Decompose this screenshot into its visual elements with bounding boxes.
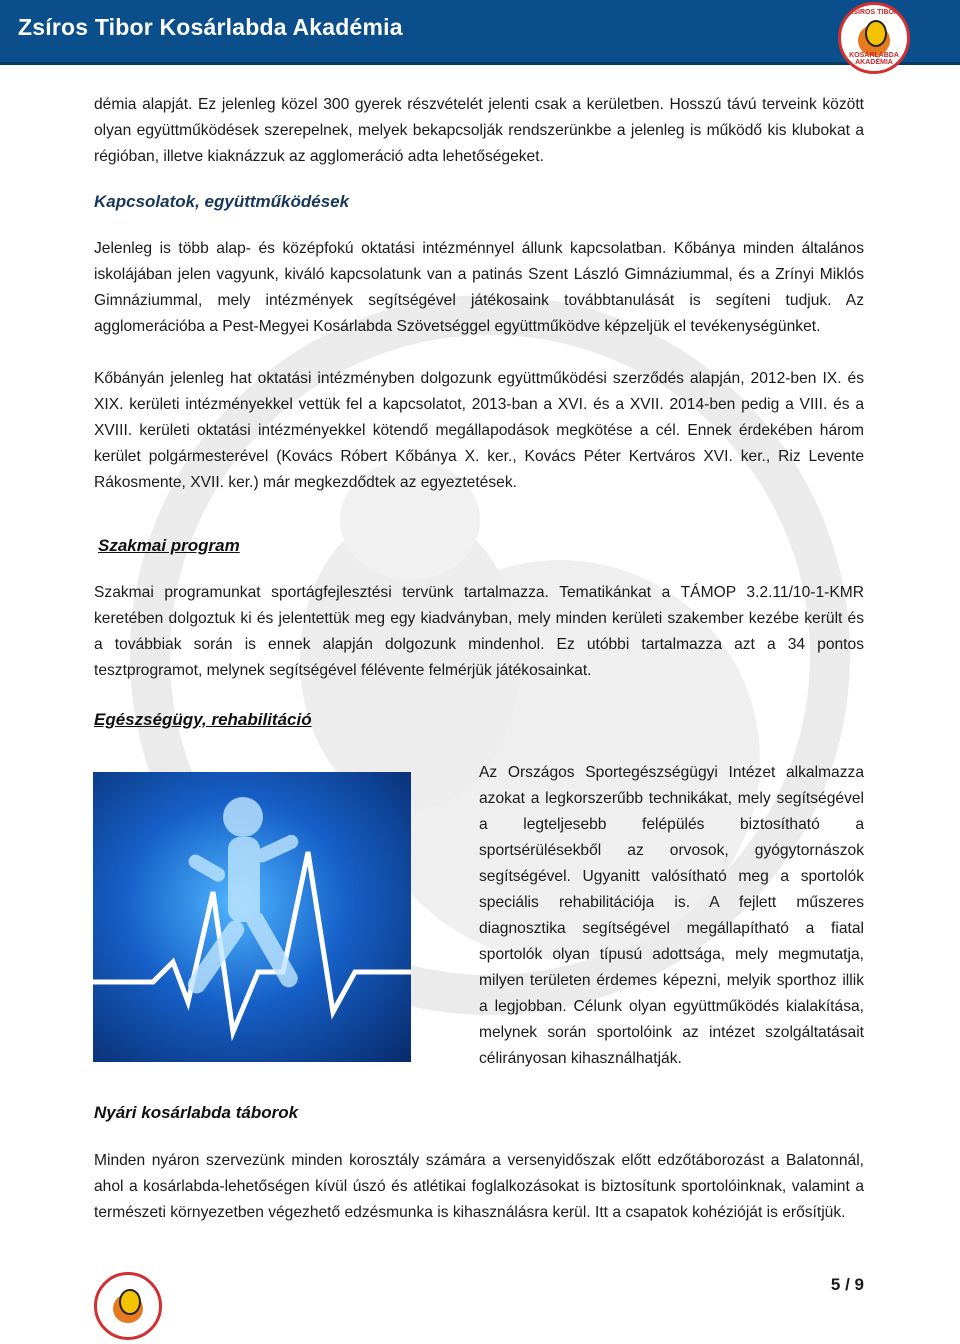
szakmai-paragraph: Szakmai programunkat sportágfejlesztési tervünk tartalmazza. Tematikánkat a TÁMOP 3.2.11/10-1-KMR keretében dolgoztuk ki és jelentettük meg egy kiadványban, mely minden kerületi szakember kezébe került és a továbbiak során is ennek alapján dolgozunk mindenhol. Ez utóbbi tartalmazza azt a 34 pontos tesztprogramot, melynek segítségével félévente felmérjük játékosainkat.	[94, 584, 864, 679]
heading-egeszsegugy: Egészségügy, rehabilitáció	[94, 710, 312, 729]
egeszsegugy-paragraph: Az Országos Sportegészségügyi Intézet alkalmazza azokat a legkorszerűbb technikákat, mely segítségével a legteljesebb felépülés biztosítható a sportsérülésekből az orvosok, gyógytornászok segítségével. Ugyanitt valósítható meg a sportolók speciális rehabilitációja is. A fejlett műszeres diagnosztika segítségével megállapítható a fiatal sportolók olyan típusú adottsága, mely megmutatja, milyen területen érdemes képezni, melyik sporthoz illik a legjobban. Célunk olyan együttműködés kialakítása, melynek során sportolóink az intézet szolgáltatásait célirányosan kihasználhatják.	[479, 764, 864, 1067]
kapcsolatok-paragraph-1: Jelenleg is több alap- és középfokú oktatási intézménnyel állunk kapcsolatban. Kőbánya minden általános iskolájában jelen vagyunk, kiváló kapcsolatunk van a patinás Szent László Gimnáziummal, és a Zrínyi Miklós Gimnáziummal, mely intézmények segítségével játékosaink továbbtanulását is segíteni tudjuk. Az agglomerációba a Pest-Megyei Kosárlabda Szövetséggel együttműködve képzeljük el tevékenységünket.	[94, 240, 864, 335]
nyari-paragraph: Minden nyáron szervezünk minden korosztály számára a versenyidőszak előtt edzőtáborozást a Balatonnál, ahol a kosárlabda-lehetőségen kívül úszó és atlétikai foglalkozásokat is biztosítunk sportolóinknak, valamint a természeti környezetben végezhető edzésmunka is kihasználásra kerül. Itt a csapatok kohézióját is erősítjük.	[94, 1152, 864, 1221]
academy-logo	[838, 2, 910, 74]
footer-logo	[94, 1272, 162, 1340]
footer-bee-icon	[119, 1289, 140, 1315]
heading-kapcsolatok: Kapcsolatok, együttműködések	[94, 192, 350, 211]
heading-nyari-taborok: Nyári kosárlabda táborok	[94, 1103, 299, 1122]
logo-ring-top: ZSÍROS TIBOR	[849, 8, 899, 16]
logo-ring-bottom: KOSÁRLABDA AKADÉMIA	[849, 51, 899, 66]
page-header	[0, 0, 960, 65]
intro-paragraph: démia alapját. Ez jelenleg közel 300 gyerek részvételét jelenti csak a kerületben. Hosszú távú terveink között olyan együttműködések szerepelnek, melyek bekapcsolják rendszerünkbe a jelenleg is működő kis klubokat a régióban, illetve kiaknázzuk az agglomeráció adta lehetőségeket.	[94, 96, 864, 165]
header-title: Zsíros Tibor Kosárlabda Akadémia	[18, 14, 403, 40]
page-number: 5 / 9	[830, 1275, 864, 1294]
heartbeat-runner-graphic	[93, 772, 411, 1062]
kapcsolatok-paragraph-2: Kőbányán jelenleg hat oktatási intézményben dolgozunk együttműködési szerződés alapján, 2012-ben IX. és XIX. kerületi intézményekkel vettük fel a kapcsolatot, 2013-ban a XVI. és a XVII. 2014-ben pedig a VIII. és a XVIII. kerületi oktatási intézményekkel kötendő megállapodások megkötése a cél. Ennek érdekében három kerület polgármesterével (Kovács Róbert Kőbánya X. ker., Kovács Péter Kertváros XVI. ker., Riz Levente Rákosmente, XVII. ker.) már megkezdődtek az egyeztetések.	[94, 370, 864, 491]
heading-szakmai-program: Szakmai program	[98, 536, 240, 555]
runner-illustration	[93, 772, 411, 1062]
